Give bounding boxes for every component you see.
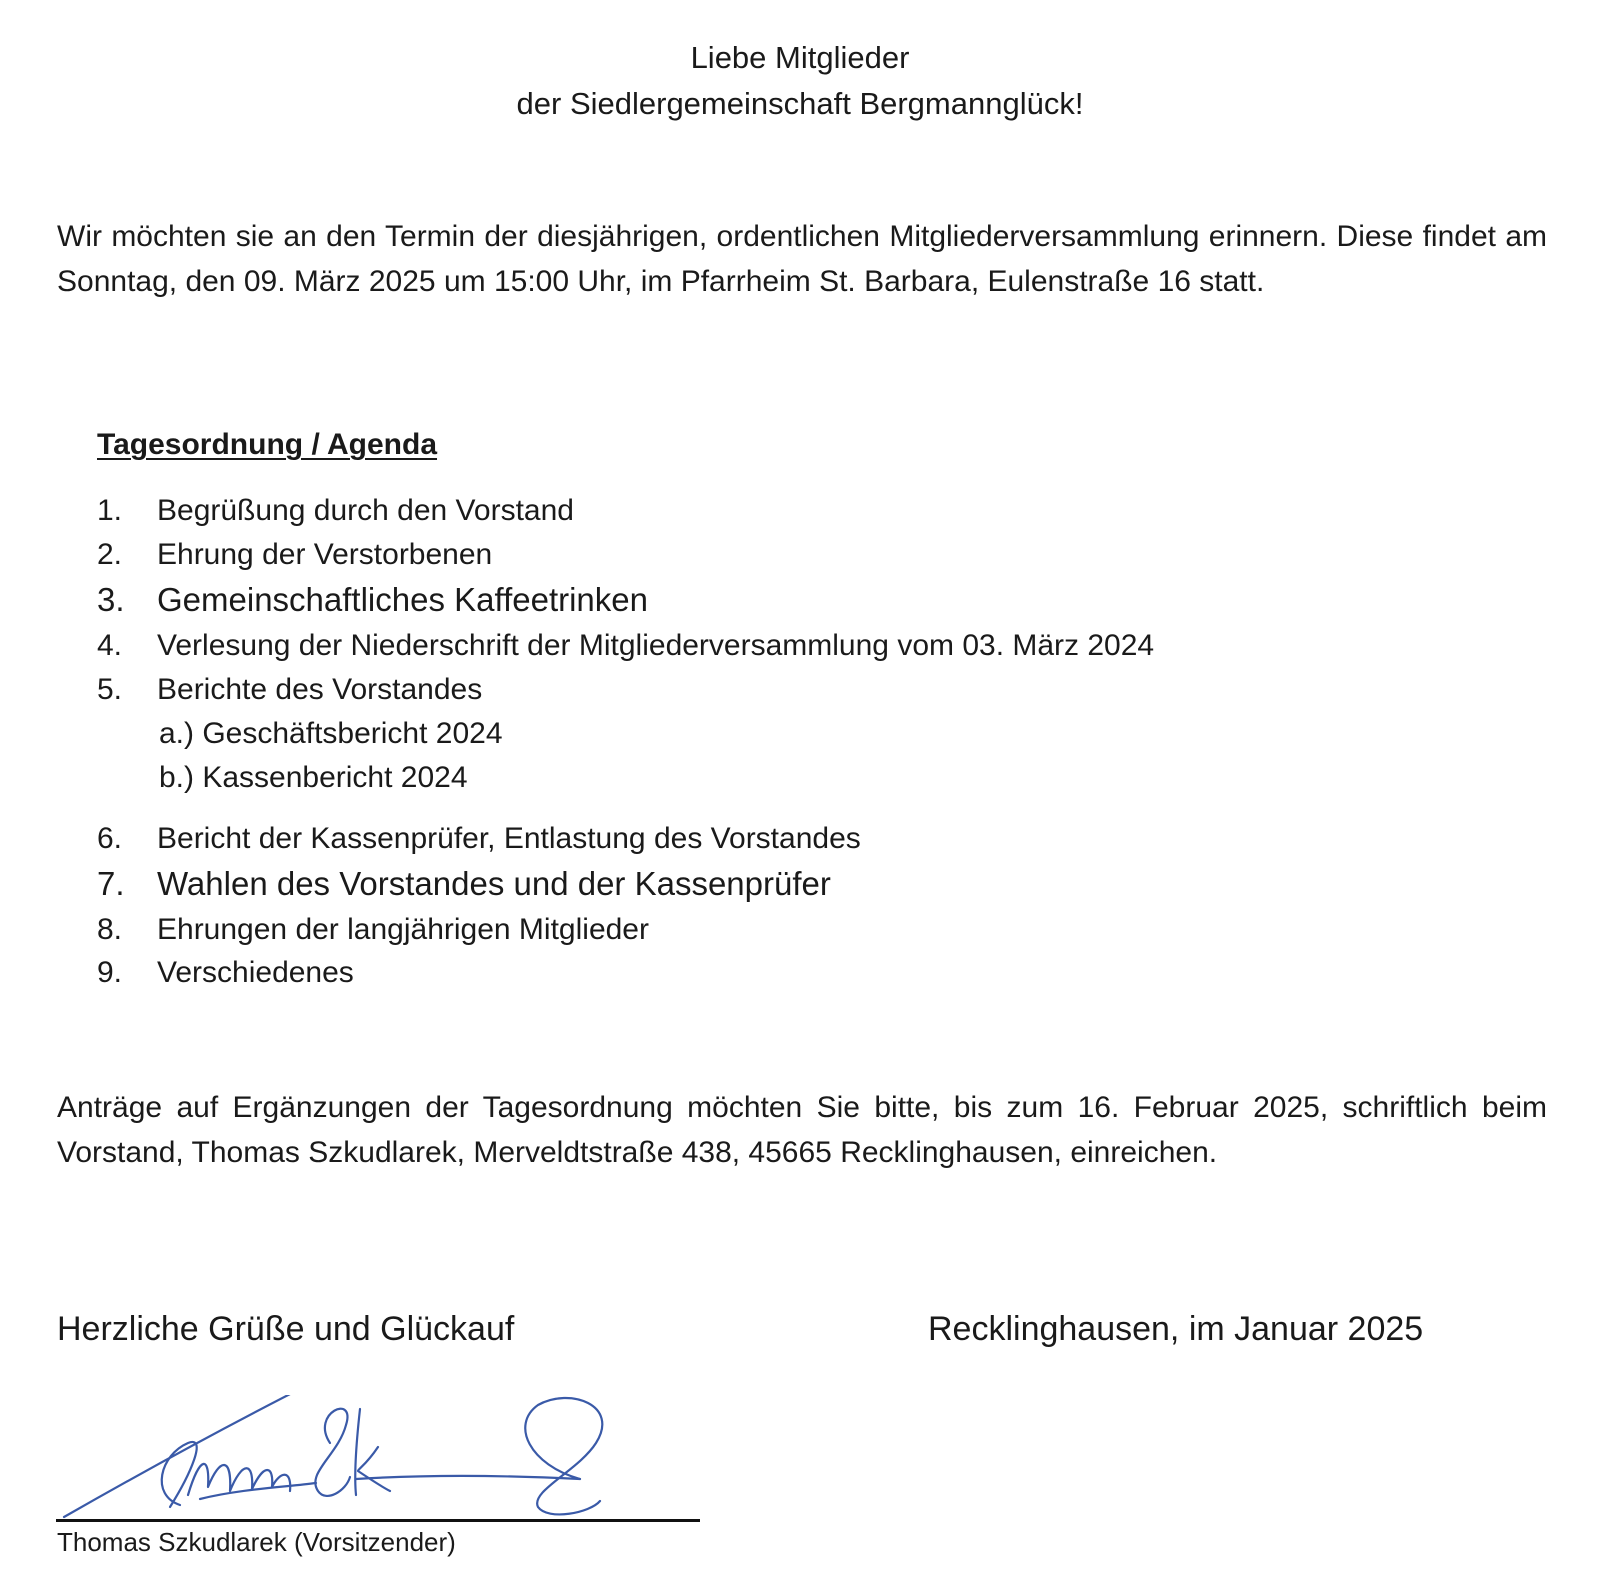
agenda-item-text: Berichte des Vorstandes [157,673,483,706]
agenda-item [97,864,831,904]
signature-line [56,1519,700,1522]
agenda-item-number: 4. [97,629,123,662]
agenda-item [97,491,574,531]
agenda-item-text: Ehrungen der langjährigen Mitglieder [157,913,649,946]
letter-salutation-line2: der Siedlergemeinschaft Bergmannglück! [516,86,1084,121]
agenda-item-number: 9. [97,956,123,989]
agenda-item-text: Verschiedenes [157,956,354,989]
agenda-item-text: Wahlen des Vorstandes und der Kassenprüfer [157,865,831,902]
handwritten-signature [60,1395,720,1525]
agenda-item [97,819,861,859]
intro-paragraph: Wir möchten sie an den Termin der diesjährigen, ordentlichen Mitgliederversammlung erinnern. Diese findet am Sonntag, den 09. März 2025 um 15:00 Uhr, im Pfarrheim St. Barbara, Eulenstraße 16 statt. [57,220,1547,298]
signer-name: Thomas Szkudlarek (Vorsitzender) [57,1527,456,1557]
agenda-item-number: 7. [97,865,125,902]
agenda-item-text: Gemeinschaftliches Kaffeetrinken [157,581,648,618]
agenda-item-number: 8. [97,913,123,946]
agenda-item [97,953,354,993]
closing-greeting: Herzliche Grüße und Glückauf [57,1310,515,1348]
agenda-item [97,910,649,950]
agenda-heading: Tagesordnung / Agenda [97,428,438,461]
agenda-item-text: Ehrung der Verstorbenen [157,538,493,571]
letter-salutation-line1: Liebe Mitglieder [690,40,910,75]
place-date: Recklinghausen, im Januar 2025 [928,1310,1424,1348]
agenda-item-number: 5. [97,673,123,706]
agenda-item-text: Verlesung der Niederschrift der Mitgliederversammlung vom 03. März 2024 [157,629,1155,662]
agenda-subitem: a.) Geschäftsbericht 2024 [159,717,503,750]
agenda-item-text: Begrüßung durch den Vorstand [157,494,574,527]
agenda-item [97,626,1154,666]
agenda-item-number: 1. [97,494,123,527]
agenda-item [97,580,648,620]
agenda-item [97,535,492,575]
agenda-item [97,670,482,710]
agenda-item-text: Bericht der Kassenprüfer, Entlastung des Vorstandes [157,822,861,855]
proposals-paragraph: Anträge auf Ergänzungen der Tagesordnung möchten Sie bitte, bis zum 16. Februar 2025, schriftlich beim Vorstand, Thomas Szkudlarek, Merveldtstraße 438, 45665 Recklinghausen, einreichen. [57,1091,1547,1169]
agenda-subitem: b.) Kassenbericht 2024 [159,761,468,794]
agenda-item-number: 2. [97,538,123,571]
agenda-item-number: 3. [97,581,125,618]
agenda-item-number: 6. [97,822,123,855]
